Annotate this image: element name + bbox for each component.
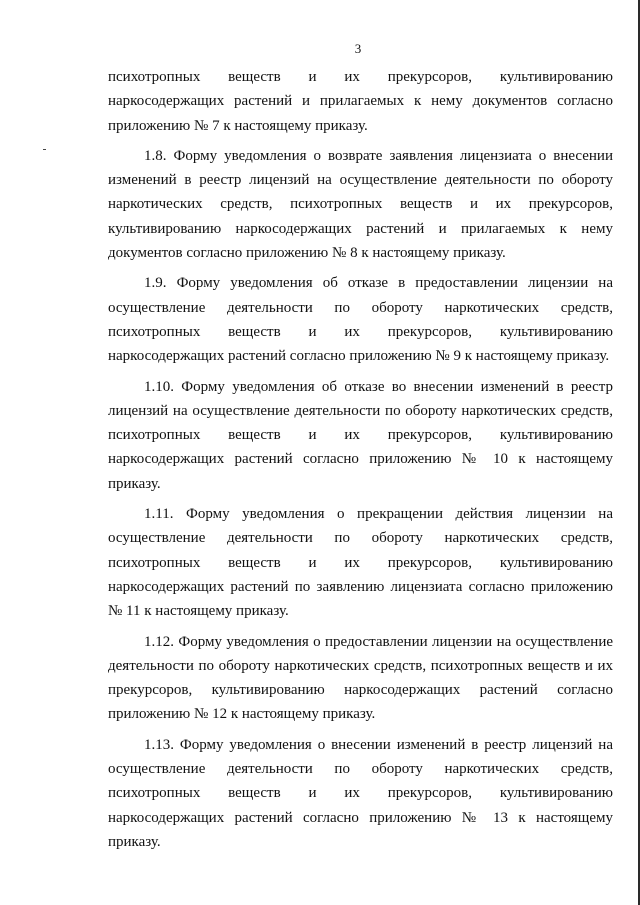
text-line: психотропных веществ и их прекурсоров, культивированию	[108, 323, 613, 340]
text-line: деятельности по обороту наркотических средств, психотропных веществ и их	[108, 657, 613, 674]
text-line: наркосодержащих растений согласно приложению № 9 к настоящему приказу.	[108, 348, 610, 365]
text-line: 1.13. Форму уведомления о внесении изменений в реестр лицензий на	[144, 736, 613, 753]
text-line: документов согласно приложению № 8 к настоящему приказу.	[108, 245, 506, 262]
text-line: 1.12. Форму уведомления о предоставлении лицензии на осуществление	[144, 633, 613, 650]
text-line: осуществление деятельности по обороту наркотических средств,	[108, 761, 613, 778]
paragraph-1-8	[108, 144, 613, 265]
document-body	[108, 65, 613, 854]
text-line: осуществление деятельности по обороту наркотических средств,	[108, 299, 613, 316]
text-line: 1.10. Форму уведомления об отказе во внесении изменений в реестр	[144, 378, 613, 395]
text-line: психотропных веществ и их прекурсоров, культивированию	[108, 69, 613, 85]
text-line: лицензий на осуществление деятельности по обороту наркотических средств,	[108, 402, 613, 419]
text-line: 1.8. Форму уведомления о возврате заявления лицензиата о внесении	[144, 147, 613, 164]
text-line: прекурсоров, культивированию наркосодержащих растений согласно	[108, 682, 613, 699]
text-line: наркосодержащих растений согласно приложению № 10 к настоящему	[108, 451, 613, 468]
scan-artifact-mark	[43, 149, 46, 150]
text-line: приложению № 7 к настоящему приказу.	[108, 117, 368, 134]
text-line: наркосодержащих растений и прилагаемых к нему документов согласно	[108, 93, 613, 110]
text-line: приказу.	[108, 475, 161, 492]
text-line: психотропных веществ и их прекурсоров, культивированию	[108, 427, 613, 444]
text-line: психотропных веществ и их прекурсоров, культивированию	[108, 785, 613, 802]
text-line: наркосодержащих растений согласно приложению № 13 к настоящему	[108, 809, 613, 826]
text-line: наркосодержащих растений по заявлению лицензиата согласно приложению	[108, 578, 613, 595]
text-line: № 11 к настоящему приказу.	[108, 603, 289, 620]
paragraph-1-10	[108, 375, 613, 496]
text-line: приказу.	[108, 833, 161, 850]
paragraph-1-13	[108, 733, 613, 854]
paragraph-1-12	[108, 630, 613, 727]
paragraph-1-11	[108, 502, 613, 623]
paragraph-1-9	[108, 271, 613, 368]
text-line: 1.9. Форму уведомления об отказе в предоставлении лицензии на	[144, 275, 613, 292]
text-line: осуществление деятельности по обороту наркотических средств,	[108, 530, 613, 547]
text-line: изменений в реестр лицензий на осуществление деятельности по обороту	[108, 172, 613, 189]
text-line: культивированию наркосодержащих растений и прилагаемых к нему	[108, 220, 613, 237]
text-line: 1.11. Форму уведомления о прекращении действия лицензии на	[144, 506, 613, 523]
page-number: 3	[354, 41, 362, 56]
text-line: наркотических средств, психотропных веществ и их прекурсоров,	[108, 196, 613, 213]
text-line: приложению № 12 к настоящему приказу.	[108, 706, 376, 723]
paragraph-continuation	[108, 65, 613, 138]
text-line: психотропных веществ и их прекурсоров, культивированию	[108, 554, 613, 571]
